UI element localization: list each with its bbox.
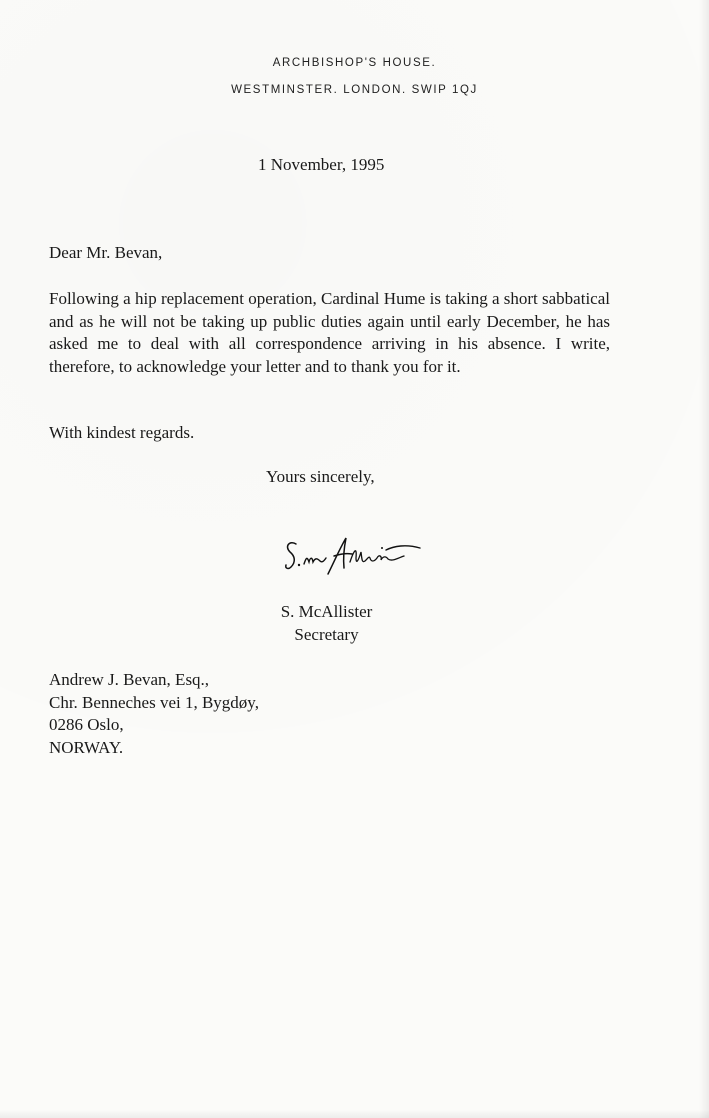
closing-line: Yours sincerely, [266, 467, 375, 486]
address-line: Andrew J. Bevan, Esq., [49, 670, 210, 689]
address-line: 0286 Oslo, [49, 715, 124, 734]
recipient-address [49, 669, 259, 759]
signer-title: Secretary [294, 624, 359, 644]
letter-date: 1 November, 1995 [258, 155, 385, 174]
signer-block [276, 601, 377, 646]
salutation: Dear Mr. Bevan, [49, 243, 163, 262]
regards-line: With kindest regards. [49, 423, 195, 442]
letterhead-line-1: ARCHBISHOP'S HOUSE. [272, 57, 437, 69]
letterhead-line-2: WESTMINSTER. LONDON. SWIP 1QJ [231, 84, 478, 96]
handwritten-signature [282, 528, 427, 578]
page-edge-shadow [699, 0, 709, 1118]
page-bottom-shadow [0, 1110, 709, 1118]
address-line: Chr. Benneches vei 1, Bygdøy, [49, 692, 259, 712]
letter-body: Following a hip replacement operation, Cardinal Hume is taking a short sabbatical and as he will not be taking up public duties again until early December, he has asked me to deal with all correspondence arriving in his absence. I write, therefore, to acknowledge your letter and to thank you for it. [49, 289, 610, 376]
address-line: NORWAY. [49, 737, 124, 757]
signer-name: S. McAllister [280, 602, 373, 621]
